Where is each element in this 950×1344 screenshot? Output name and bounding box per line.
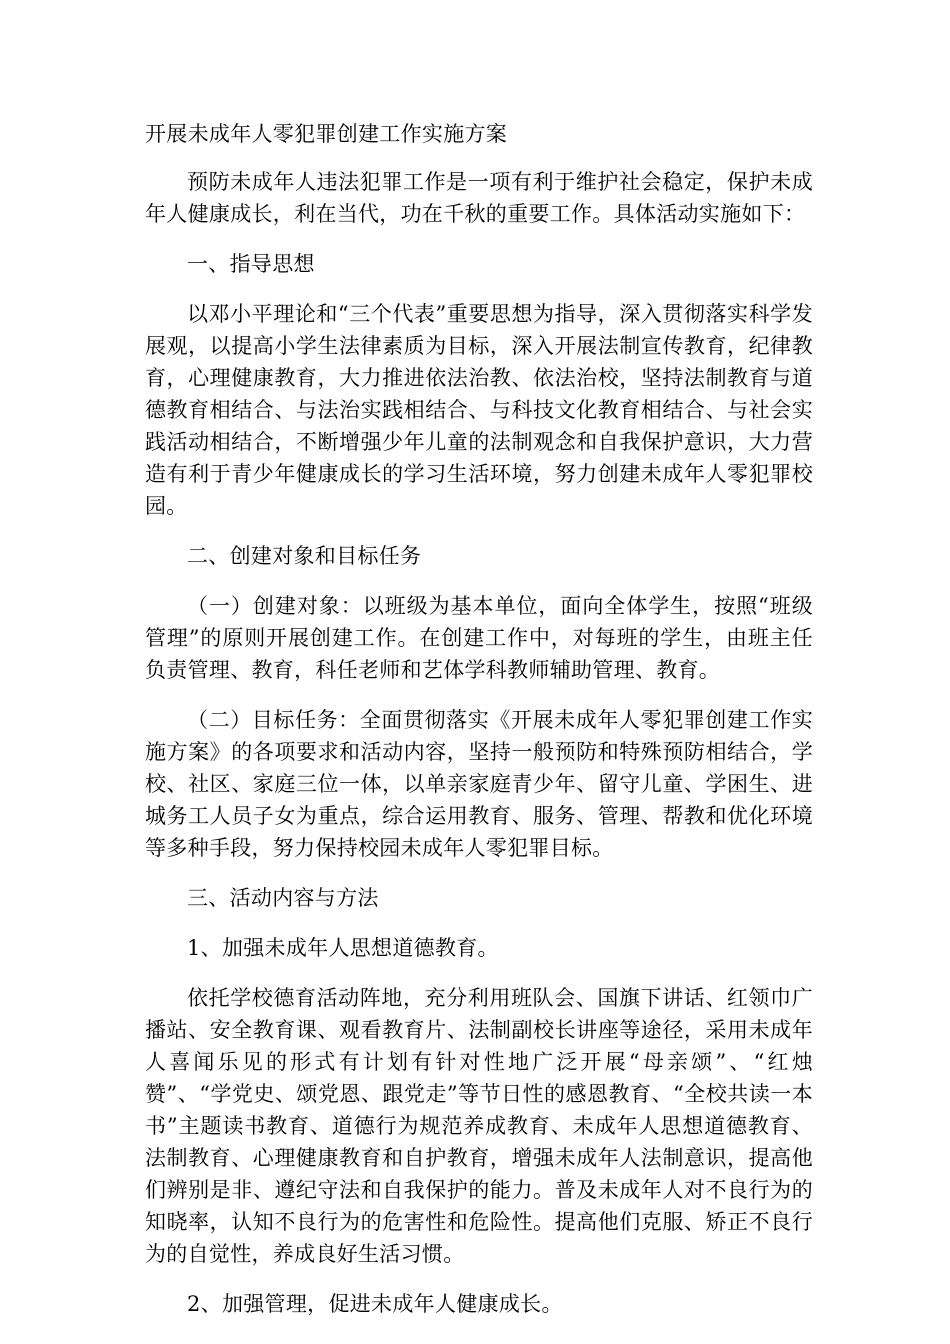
intro-paragraph: 预防未成年人违法犯罪工作是一项有利于维护社会稳定，保护未成年人健康成长，利在当代，功在千秋的重要工作。具体活动实施如下： xyxy=(145,170,813,226)
creation-targets-paragraph: （一）创建对象：以班级为基本单位，面向全体学生，按照“班级管理”的原则开展创建工作。在创建工作中，对每班的学生，由班主任负责管理、教育，科任老师和艺体学科教师辅助管理、教育。 xyxy=(145,594,813,682)
section-heading-guiding-ideology: 一、指导思想 xyxy=(187,252,315,276)
document-page xyxy=(145,118,813,1338)
section-heading-activities-methods: 三、活动内容与方法 xyxy=(187,886,379,910)
subheading-management: 2、加强管理，促进未成年人健康成长。 xyxy=(187,1292,563,1316)
section-heading-targets-tasks: 二、创建对象和目标任务 xyxy=(187,544,422,568)
guiding-ideology-paragraph: 以邓小平理论和“三个代表”重要思想为指导，深入贯彻落实科学发展观，以提高小学生法律素质为目标，深入开展法制宣传教育，纪律教育，心理健康教育，大力推进依法治教、依法治校，坚持法制教育与道德教育相结合、与法治实践相结合、与科技文化教育相结合、与社会实践活动相结合，不断增强少年儿童的法制观念和自我保护意识，大力营造有利于青少年健康成长的学习生活环境，努力创建未成年人零犯罪校园。 xyxy=(145,302,813,518)
subheading-moral-education: 1、加强未成年人思想道德教育。 xyxy=(187,936,499,960)
document-title: 开展未成年人零犯罪创建工作实施方案 xyxy=(145,122,508,146)
moral-education-paragraph: 依托学校德育活动阵地，充分利用班队会、国旗下讲话、红领巾广播站、安全教育课、观看教育片、法制副校长讲座等途径，采用未成年人喜闻乐见的形式有计划有针对性地广泛开展“母亲颂”、“红烛赞”、“学党史、颂党恩、跟党走”等节日性的感恩教育、“全校共读一本书”主题读书教育、道德行为规范养成教育、未成年人思想道德教育、法制教育、心理健康教育和自护教育，增强未成年人法制意识，提高他们辨别是非、遵纪守法和自我保护的能力。普及未成年人对不良行为的知晓率，认知不良行为的危害性和危险性。提高他们克服、矫正不良行为的自觉性，养成良好生活习惯。 xyxy=(145,986,813,1266)
goal-tasks-paragraph: （二）目标任务：全面贯彻落实《开展未成年人零犯罪创建工作实施方案》的各项要求和活动内容，坚持一般预防和特殊预防相结合，学校、社区、家庭三位一体，以单亲家庭青少年、留守儿童、学困生、进城务工人员子女为重点，综合运用教育、服务、管理、帮教和优化环境等多种手段，努力保持校园未成年人零犯罪目标。 xyxy=(145,708,813,860)
